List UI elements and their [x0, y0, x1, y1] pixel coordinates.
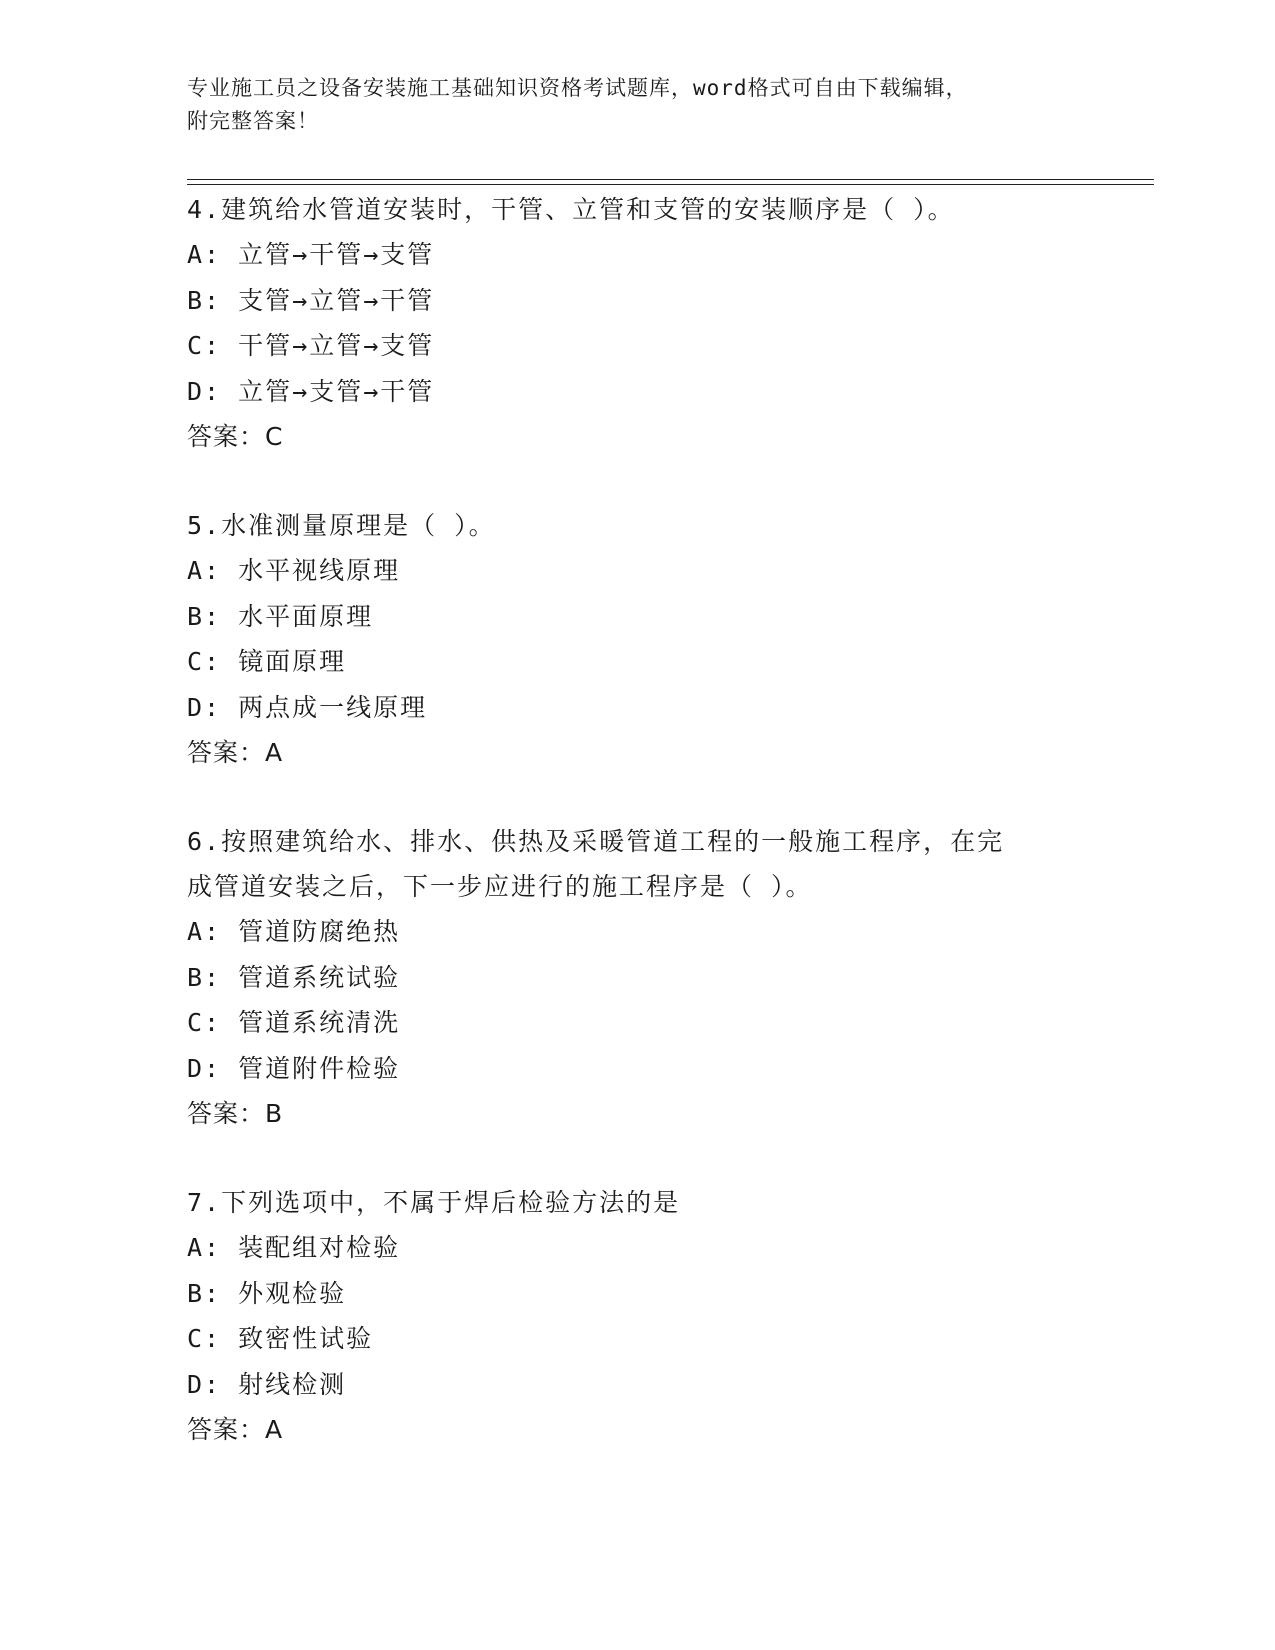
option-c: C: 镜面原理	[187, 647, 347, 676]
option-d: D: 两点成一线原理	[187, 692, 428, 722]
question-stem: 7.下列选项中，不属于焊后检验方法的是	[187, 1188, 681, 1217]
answer-line: 答案：C	[187, 422, 284, 451]
header-line-1: 专业施工员之设备安装施工基础知识资格考试题库，word格式可自由下载编辑，	[187, 76, 968, 100]
option-d: D: 射线检测	[187, 1369, 347, 1399]
question-stem-line-1: 6.按照建筑给水、排水、供热及采暖管道工程的一般施工程序，在完	[187, 827, 1005, 856]
header-line-2: 附完整答案！	[187, 109, 319, 133]
question-stem-line-2: 成管道安装之后，下一步应进行的施工程序是（ ）。	[187, 872, 813, 901]
question-stem: 5.水准测量原理是（ ）。	[187, 511, 496, 540]
option-d: D: 管道附件检验	[187, 1053, 401, 1083]
question-7	[187, 1180, 1067, 1452]
option-c: C: 干管→立管→支管	[187, 331, 435, 360]
option-c: C: 管道系统清洗	[187, 1008, 401, 1037]
answer-line: 答案：B	[187, 1099, 284, 1128]
question-6	[187, 819, 1067, 1136]
option-a: A: 水平视线原理	[187, 556, 401, 585]
answer-line: 答案：A	[187, 738, 284, 767]
document-header	[187, 72, 1067, 138]
header-divider-bottom	[187, 184, 1154, 185]
option-b: B: 支管→立管→干管	[187, 285, 435, 315]
option-a: A: 管道防腐绝热	[187, 917, 401, 946]
option-b: B: 管道系统试验	[187, 962, 401, 992]
option-b: B: 外观检验	[187, 1278, 347, 1308]
answer-line: 答案：A	[187, 1415, 284, 1444]
option-a: A: 装配组对检验	[187, 1233, 401, 1262]
option-a: A: 立管→干管→支管	[187, 240, 435, 269]
option-b: B: 水平面原理	[187, 601, 374, 631]
question-4	[187, 187, 1067, 459]
question-list	[187, 187, 1067, 1496]
option-d: D: 立管→支管→干管	[187, 376, 435, 406]
option-c: C: 致密性试验	[187, 1324, 374, 1353]
question-stem: 4.建筑给水管道安装时，干管、立管和支管的安装顺序是（ ）。	[187, 195, 955, 224]
question-5	[187, 503, 1067, 775]
header-divider-top	[187, 179, 1154, 180]
